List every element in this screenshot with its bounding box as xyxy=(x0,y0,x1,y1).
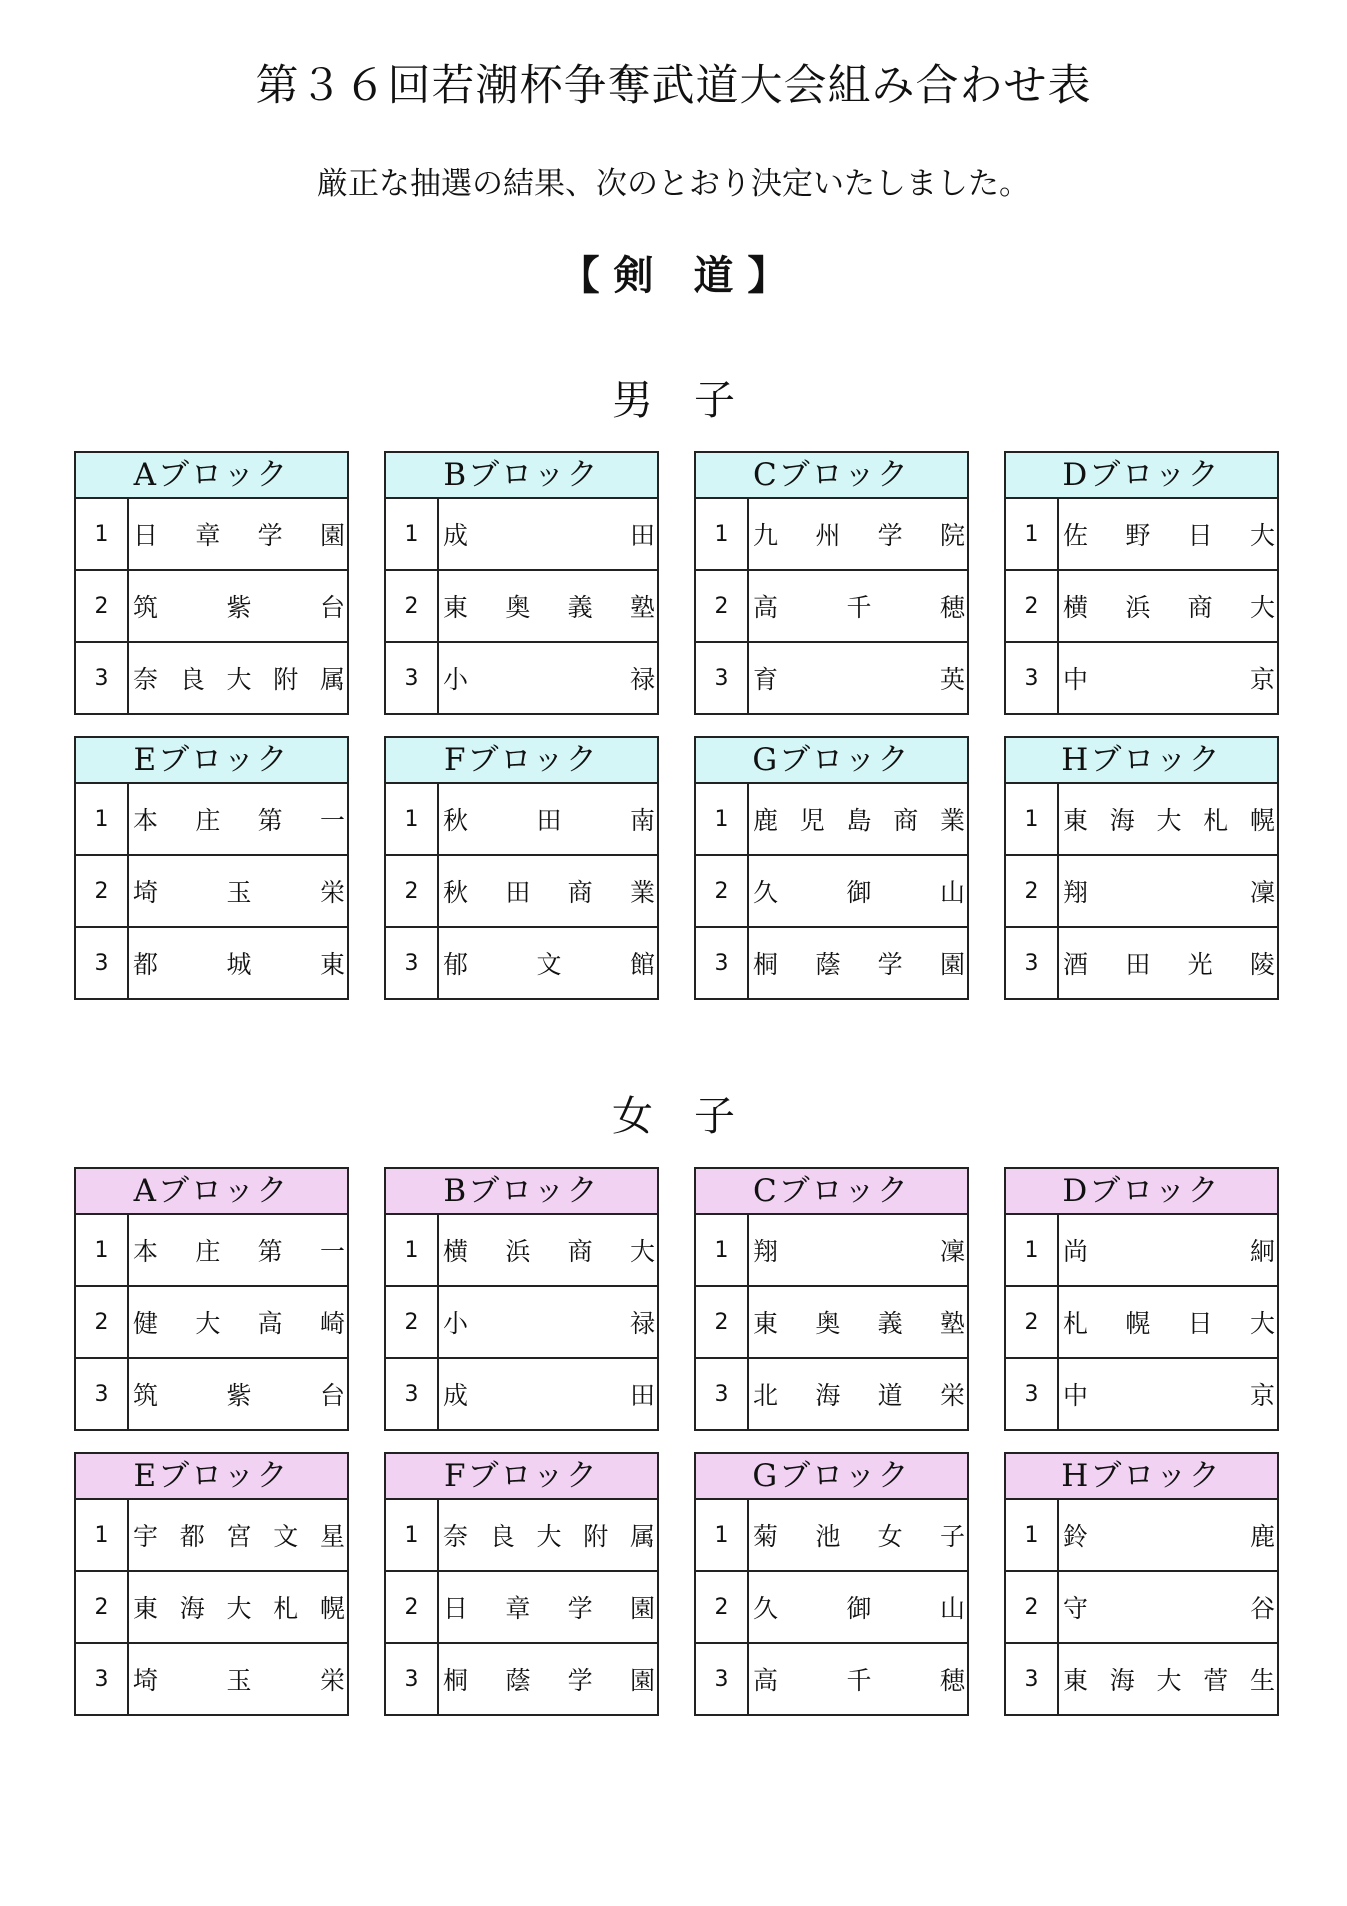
men-block-h xyxy=(1004,736,1279,1000)
school-name: 鈴 鹿 xyxy=(1063,1522,1275,1551)
school-name: 奈 良 大 附 属 xyxy=(443,1522,655,1551)
table-row xyxy=(1006,1572,1277,1644)
seed-number: 2 xyxy=(1006,571,1059,641)
seed-number: 2 xyxy=(76,571,129,641)
table-row xyxy=(1006,928,1277,998)
table-row xyxy=(696,1359,967,1429)
school-name: 本 庄 第 一 xyxy=(133,1237,345,1266)
women-block-b xyxy=(384,1167,659,1431)
seed-number: 2 xyxy=(76,856,129,926)
school-name: 横 浜 商 大 xyxy=(443,1237,655,1266)
school-name: 埼 玉 栄 xyxy=(133,878,345,907)
table-row xyxy=(386,1572,657,1644)
block-header: Aブロック xyxy=(76,1169,347,1215)
table-row xyxy=(386,499,657,571)
table-row xyxy=(386,1359,657,1429)
seed-number: 1 xyxy=(76,1215,129,1285)
block-header: Hブロック xyxy=(1006,1454,1277,1500)
table-row xyxy=(1006,1644,1277,1714)
school-name: 小 禄 xyxy=(443,1309,655,1338)
table-row xyxy=(386,1500,657,1572)
seed-number: 1 xyxy=(696,1215,749,1285)
school-name: 高 千 穂 xyxy=(753,593,965,622)
table-row xyxy=(386,571,657,643)
table-row xyxy=(696,571,967,643)
school-name: 尚 絅 xyxy=(1063,1237,1275,1266)
women-block-a xyxy=(74,1167,349,1431)
seed-number: 3 xyxy=(386,1644,439,1714)
table-row xyxy=(1006,643,1277,713)
school-name: 鹿 児 島 商 業 xyxy=(753,806,965,835)
block-header: Hブロック xyxy=(1006,738,1277,784)
seed-number: 1 xyxy=(696,784,749,854)
school-name: 東 奥 義 塾 xyxy=(443,593,655,622)
women-block-g xyxy=(694,1452,969,1716)
school-name: 都 城 東 xyxy=(133,950,345,979)
men-block-g xyxy=(694,736,969,1000)
seed-number: 1 xyxy=(76,1500,129,1570)
seed-number: 2 xyxy=(76,1287,129,1357)
seed-number: 3 xyxy=(1006,928,1059,998)
block-header: Eブロック xyxy=(76,738,347,784)
men-block-d xyxy=(1004,451,1279,715)
school-name: 札 幌 日 大 xyxy=(1063,1309,1275,1338)
school-name: 成 田 xyxy=(443,521,655,550)
men-block-a xyxy=(74,451,349,715)
seed-number: 1 xyxy=(386,1215,439,1285)
men-block-c xyxy=(694,451,969,715)
women-heading: 女 子 xyxy=(612,1092,735,1140)
table-row xyxy=(696,1287,967,1359)
block-header: Bブロック xyxy=(386,1169,657,1215)
block-header: Eブロック xyxy=(76,1454,347,1500)
block-header: Dブロック xyxy=(1006,1169,1277,1215)
school-name: 桐 蔭 学 園 xyxy=(753,950,965,979)
school-name: 九 州 学 院 xyxy=(753,521,965,550)
table-row xyxy=(696,856,967,928)
seed-number: 1 xyxy=(386,1500,439,1570)
seed-number: 3 xyxy=(696,1644,749,1714)
seed-number: 1 xyxy=(696,499,749,569)
table-row xyxy=(76,1359,347,1429)
seed-number: 3 xyxy=(76,928,129,998)
table-row xyxy=(386,643,657,713)
table-row xyxy=(696,928,967,998)
school-name: 翔 凜 xyxy=(753,1237,965,1266)
seed-number: 2 xyxy=(696,1572,749,1642)
school-name: 久 御 山 xyxy=(753,878,965,907)
seed-number: 1 xyxy=(386,784,439,854)
seed-number: 3 xyxy=(76,1644,129,1714)
school-name: 筑 紫 台 xyxy=(133,1381,345,1410)
table-row xyxy=(386,856,657,928)
school-name: 本 庄 第 一 xyxy=(133,806,345,835)
school-name: 翔 凜 xyxy=(1063,878,1275,907)
table-row xyxy=(1006,571,1277,643)
seed-number: 3 xyxy=(696,928,749,998)
school-name: 東 海 大 札 幌 xyxy=(1063,806,1275,835)
table-row xyxy=(76,1500,347,1572)
school-name: 久 御 山 xyxy=(753,1594,965,1623)
table-row xyxy=(76,928,347,998)
seed-number: 3 xyxy=(1006,643,1059,713)
table-row xyxy=(76,784,347,856)
block-header: Dブロック xyxy=(1006,453,1277,499)
table-row xyxy=(76,1572,347,1644)
school-name: 健 大 高 崎 xyxy=(133,1309,345,1338)
seed-number: 2 xyxy=(76,1572,129,1642)
seed-number: 1 xyxy=(696,1500,749,1570)
seed-number: 1 xyxy=(76,499,129,569)
school-name: 成 田 xyxy=(443,1381,655,1410)
table-row xyxy=(76,1644,347,1714)
women-block-c xyxy=(694,1167,969,1431)
school-name: 日 章 学 園 xyxy=(133,521,345,550)
page-subtitle: 厳正な抽選の結果、次のとおり決定いたしました。 xyxy=(317,166,1030,202)
block-header: Gブロック xyxy=(696,738,967,784)
school-name: 秋 田 南 xyxy=(443,806,655,835)
block-header: Cブロック xyxy=(696,453,967,499)
table-row xyxy=(696,1215,967,1287)
women-block-d xyxy=(1004,1167,1279,1431)
table-row xyxy=(76,643,347,713)
school-name: 高 千 穂 xyxy=(753,1666,965,1695)
school-name: 守 谷 xyxy=(1063,1594,1275,1623)
table-row xyxy=(386,1215,657,1287)
school-name: 埼 玉 栄 xyxy=(133,1666,345,1695)
table-row xyxy=(76,1215,347,1287)
seed-number: 1 xyxy=(1006,1215,1059,1285)
school-name: 育 英 xyxy=(753,665,965,694)
school-name: 北 海 道 栄 xyxy=(753,1381,965,1410)
school-name: 横 浜 商 大 xyxy=(1063,593,1275,622)
table-row xyxy=(1006,1359,1277,1429)
school-name: 奈 良 大 附 属 xyxy=(133,665,345,694)
table-row xyxy=(386,1644,657,1714)
table-row xyxy=(1006,1215,1277,1287)
school-name: 佐 野 日 大 xyxy=(1063,521,1275,550)
block-header: Fブロック xyxy=(386,1454,657,1500)
seed-number: 2 xyxy=(1006,1572,1059,1642)
table-row xyxy=(386,784,657,856)
table-row xyxy=(696,1572,967,1644)
school-name: 酒 田 光 陵 xyxy=(1063,950,1275,979)
table-row xyxy=(76,571,347,643)
seed-number: 3 xyxy=(386,928,439,998)
women-block-h xyxy=(1004,1452,1279,1716)
seed-number: 3 xyxy=(1006,1644,1059,1714)
women-block-e xyxy=(74,1452,349,1716)
table-row xyxy=(1006,1500,1277,1572)
seed-number: 2 xyxy=(1006,856,1059,926)
table-row xyxy=(696,1644,967,1714)
seed-number: 2 xyxy=(386,1572,439,1642)
seed-number: 2 xyxy=(1006,1287,1059,1357)
school-name: 筑 紫 台 xyxy=(133,593,345,622)
school-name: 東 海 大 菅 生 xyxy=(1063,1666,1275,1695)
school-name: 中 京 xyxy=(1063,1381,1275,1410)
seed-number: 2 xyxy=(386,1287,439,1357)
table-row xyxy=(1006,856,1277,928)
seed-number: 2 xyxy=(386,571,439,641)
table-row xyxy=(696,499,967,571)
school-name: 日 章 学 園 xyxy=(443,1594,655,1623)
block-header: Fブロック xyxy=(386,738,657,784)
page-title: 第３６回若潮杯争奪武道大会組み合わせ表 xyxy=(255,61,1092,111)
seed-number: 3 xyxy=(696,643,749,713)
seed-number: 2 xyxy=(386,856,439,926)
school-name: 秋 田 商 業 xyxy=(443,878,655,907)
school-name: 小 禄 xyxy=(443,665,655,694)
seed-number: 3 xyxy=(696,1359,749,1429)
block-header: Gブロック xyxy=(696,1454,967,1500)
table-row xyxy=(1006,784,1277,856)
table-row xyxy=(76,499,347,571)
table-row xyxy=(386,1287,657,1359)
men-block-f xyxy=(384,736,659,1000)
school-name: 菊 池 女 子 xyxy=(753,1522,965,1551)
block-header: Bブロック xyxy=(386,453,657,499)
seed-number: 1 xyxy=(1006,784,1059,854)
seed-number: 2 xyxy=(696,1287,749,1357)
seed-number: 1 xyxy=(386,499,439,569)
women-block-f xyxy=(384,1452,659,1716)
block-header: Cブロック xyxy=(696,1169,967,1215)
table-row xyxy=(1006,1287,1277,1359)
seed-number: 3 xyxy=(76,1359,129,1429)
men-block-e xyxy=(74,736,349,1000)
seed-number: 2 xyxy=(696,856,749,926)
seed-number: 3 xyxy=(76,643,129,713)
table-row xyxy=(76,856,347,928)
school-name: 中 京 xyxy=(1063,665,1275,694)
table-row xyxy=(76,1287,347,1359)
table-row xyxy=(1006,499,1277,571)
seed-number: 3 xyxy=(1006,1359,1059,1429)
block-header: Aブロック xyxy=(76,453,347,499)
seed-number: 1 xyxy=(1006,1500,1059,1570)
school-name: 東 奥 義 塾 xyxy=(753,1309,965,1338)
sport-heading: 【 剣 道 】 xyxy=(559,252,788,299)
table-row xyxy=(386,928,657,998)
school-name: 宇 都 宮 文 星 xyxy=(133,1522,345,1551)
table-row xyxy=(696,1500,967,1572)
men-block-b xyxy=(384,451,659,715)
school-name: 桐 蔭 学 園 xyxy=(443,1666,655,1695)
table-row xyxy=(696,784,967,856)
seed-number: 1 xyxy=(76,784,129,854)
seed-number: 2 xyxy=(696,571,749,641)
seed-number: 1 xyxy=(1006,499,1059,569)
seed-number: 3 xyxy=(386,643,439,713)
school-name: 郁 文 館 xyxy=(443,950,655,979)
men-heading: 男 子 xyxy=(612,376,735,424)
table-row xyxy=(696,643,967,713)
school-name: 東 海 大 札 幌 xyxy=(133,1594,345,1623)
seed-number: 3 xyxy=(386,1359,439,1429)
